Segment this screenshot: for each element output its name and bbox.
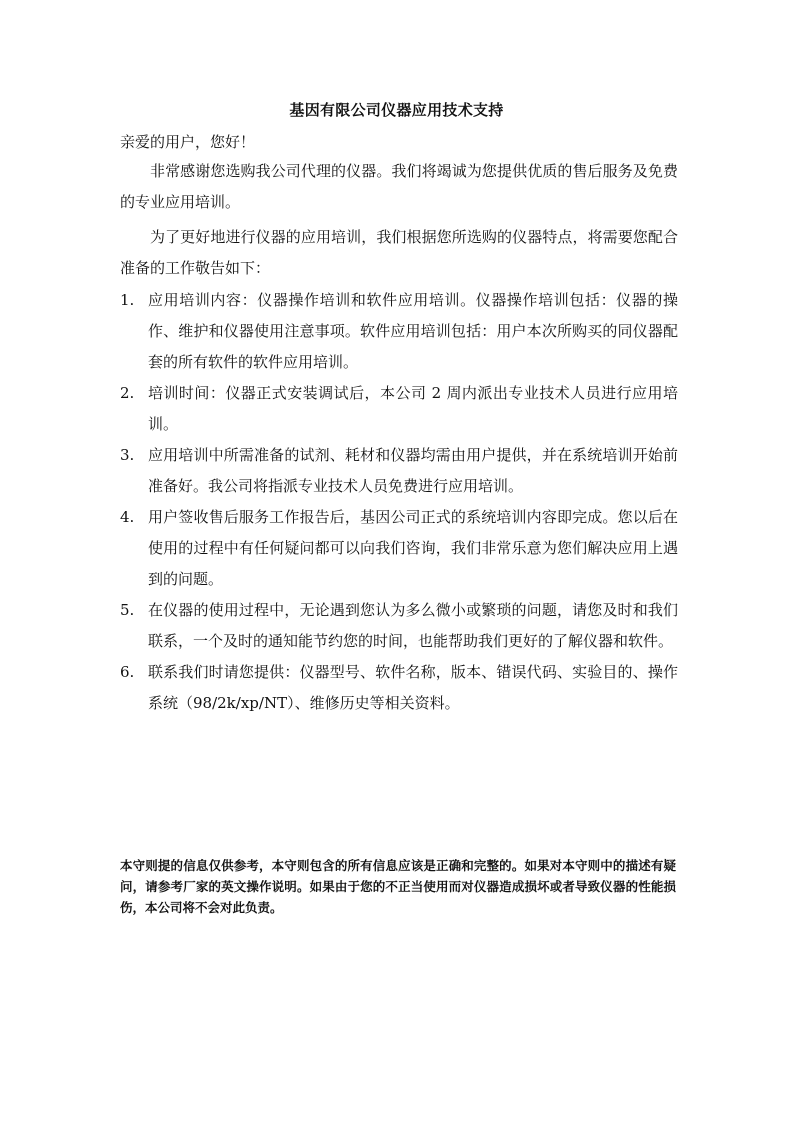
greeting: 亲爱的用户，您好！ — [120, 133, 256, 151]
list-item-number: 6. — [120, 663, 135, 681]
document-title: 基因有限公司仪器应用技术支持 — [289, 101, 504, 119]
list-item-number: 4. — [120, 508, 135, 526]
list-item — [120, 502, 678, 595]
list-item — [120, 440, 678, 502]
disclaimer: 本守则提的信息仅供参考，本守则包含的所有信息应该是正确和完整的。如果对本守则中的描述有疑问，请参考厂家的英文操作说明。如果由于您的不正当使用而对仪器造成损坏或者导致仪器的性能损伤，本公司将不会对此负责。 — [120, 858, 676, 915]
list-item-text: 联系我们时请您提供：仪器型号、软件名称，版本、错误代码、实验目的、操作系统（98/2k/xp/NT）、维修历史等相关资料。 — [148, 663, 678, 712]
instruction-list — [120, 285, 678, 719]
list-item-text: 培训时间：仪器正式安装调试后，本公司 2 周内派出专业技术人员进行应用培训。 — [148, 384, 678, 433]
list-item-number: 3. — [120, 446, 135, 464]
list-item — [120, 657, 678, 719]
list-item-number: 5. — [120, 601, 135, 619]
list-item-number: 1. — [120, 291, 135, 309]
list-item-text: 应用培训内容：仪器操作培训和软件应用培训。仪器操作培训包括：仪器的操作、维护和仪器使用注意事项。软件应用培训包括：用户本次所购买的同仪器配套的所有软件的软件应用培训。 — [148, 291, 678, 371]
list-item-text: 在仪器的使用过程中，无论遇到您认为多么微小或繁琐的问题，请您及时和我们联系，一个及时的通知能节约您的时间，也能帮助我们更好的了解仪器和软件。 — [148, 601, 678, 650]
list-item-text: 应用培训中所需准备的试剂、耗材和仪器均需由用户提供，并在系统培训开始前准备好。我公司将指派专业技术人员免费进行应用培训。 — [148, 446, 678, 495]
preparation-paragraph: 为了更好地进行仪器的应用培训，我们根据您所选购的仪器特点，将需要您配合准备的工作敬告如下： — [120, 228, 678, 277]
list-item — [120, 378, 678, 440]
list-item — [120, 595, 678, 657]
list-item-text: 用户签收售后服务工作报告后，基因公司正式的系统培训内容即完成。您以后在使用的过程中有任何疑问都可以向我们咨询，我们非常乐意为您们解决应用上遇到的问题。 — [148, 508, 678, 588]
list-item — [120, 285, 678, 378]
intro-paragraph: 非常感谢您选购我公司代理的仪器。我们将竭诚为您提供优质的售后服务及免费的专业应用培训。 — [120, 162, 678, 211]
list-item-number: 2. — [120, 384, 135, 402]
